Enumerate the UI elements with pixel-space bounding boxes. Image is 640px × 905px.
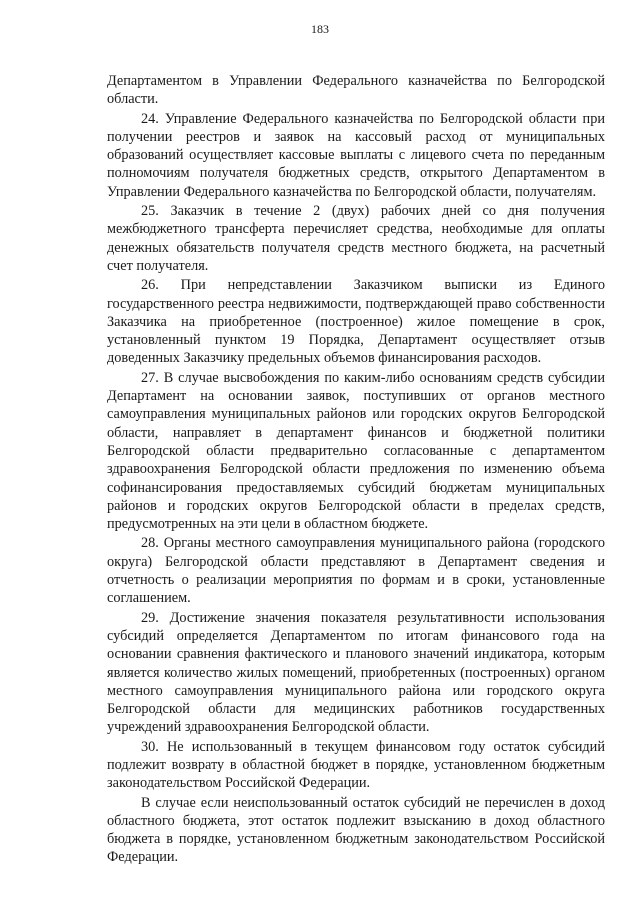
paragraph-continuation: Департаментом в Управлении Федерального казначейства по Белгородской области. [107, 73, 605, 108]
paragraph-30: 30. Не использованный в текущем финансовом году остаток субсидий подлежит возврату в областной бюджет в порядке, установленном бюджетным законодательством Российской Федерации. [107, 738, 605, 792]
paragraph-30-continuation: В случае если неиспользованный остаток субсидий не перечислен в доход областного бюджета, этот остаток подлежит взысканию в доход областного бюджета в порядке, установленном бюджетным законодательством Российской Федерации. [107, 794, 605, 866]
paragraph-24: 24. Управление Федерального казначейства по Белгородской области при получении реестров и заявок на кассовый расход от муниципальных образований осуществляет кассовые выплаты с лицевого счета по переданным полномочиям получателя бюджетных средств, открытого Департаментом в Управлении Федерального казначейства по Белгородской области, получателям. [107, 110, 605, 200]
paragraph-28: 28. Органы местного самоуправления муниципального района (городского округа) Белгородской области представляют в Департамент сведения и отчетность о реализации мероприятия по формам и в сроки, установленные соглашением. [107, 535, 605, 607]
document-body [107, 72, 605, 867]
paragraph-27: 27. В случае высвобождения по каким-либо основаниям средств субсидии Департамент на основании заявок, поступивших от органов местного самоуправления муниципальных районов или городских округов Белгородской области, направляет в департамент финансов и бюджетной политики Белгородской области предварительно согласованные с департаментом здравоохранения Белгородской области предложения по изменению объема софинансирования предоставляемых субсидий бюджетам муниципальных районов и городских округов Белгородской области в пределах средств, предусмотренных на эти цели в областном бюджете. [107, 369, 605, 533]
paragraph-29: 29. Достижение значения показателя результативности использования субсидий определяется Департаментом по итогам финансового года на основании сравнения фактического и планового значений индикатора, которым является количество жилых помещений, приобретенных (построенных) органом местного самоуправления муниципального района или городского округа Белгородской области для медицинских работников государственных учреждений здравоохранения Белгородской области. [107, 609, 605, 736]
page-number: 183 [311, 22, 329, 36]
paragraph-26: 26. При непредставлении Заказчиком выписки из Единого государственного реестра недвижимости, подтверждающей право собственности Заказчика на приобретенное (построенное) жилое помещение в срок, установленный пунктом 19 Порядка, Департамент осуществляет отзыв доведенных Заказчику предельных объемов финансирования расходов. [107, 277, 605, 367]
paragraph-25: 25. Заказчик в течение 2 (двух) рабочих дней со дня получения межбюджетного трансферта перечисляет средства, необходимые для оплаты денежных обязательств получателя средств местного бюджета, на расчетный счет получателя. [107, 203, 605, 274]
